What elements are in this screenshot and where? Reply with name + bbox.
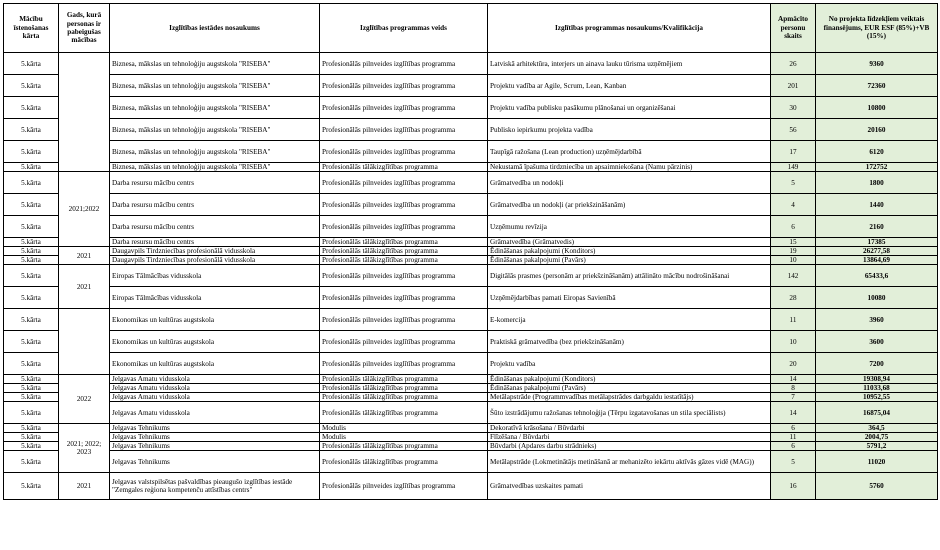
- cell-count: 5: [771, 172, 816, 194]
- cell-program-type: Profesionālās tālākizglītības programma: [320, 393, 488, 402]
- cell-card: 5.kārta: [4, 172, 59, 194]
- cell-funding: 172752: [816, 163, 938, 172]
- cell-count: 11: [771, 433, 816, 442]
- cell-count: 56: [771, 119, 816, 141]
- cell-program-type: Profesionālās pilnveides izglītības programma: [320, 119, 488, 141]
- cell-funding: 10080: [816, 287, 938, 309]
- cell-funding: 17385: [816, 238, 938, 247]
- cell-card: 5.kārta: [4, 424, 59, 433]
- cell-funding: 9360: [816, 53, 938, 75]
- cell-institution: Biznesa, mākslas un tehnoloģiju augstskola "RISEBA": [110, 53, 320, 75]
- cell-card: 5.kārta: [4, 141, 59, 163]
- cell-count: 5: [771, 451, 816, 473]
- cell-year-empty: [59, 309, 110, 375]
- cell-count: 201: [771, 75, 816, 97]
- cell-card: 5.kārta: [4, 119, 59, 141]
- cell-funding: 13864,69: [816, 256, 938, 265]
- cell-funding: 19308,94: [816, 375, 938, 384]
- header-program-name: Izglītības programmas nosaukums/Kvalifikācija: [488, 4, 771, 53]
- cell-program-type: Profesionālās pilnveides izglītības programma: [320, 141, 488, 163]
- header-institution: Izglītības iestādes nosaukums: [110, 4, 320, 53]
- training-table: [3, 3, 938, 500]
- cell-program-type: Profesionālās tālākizglītības programma: [320, 163, 488, 172]
- cell-institution: Darba resursu mācību centrs: [110, 172, 320, 194]
- cell-program-name: Uzņēmumu revīzija: [488, 216, 771, 238]
- cell-institution: Ekonomikas un kultūras augstskola: [110, 309, 320, 331]
- table-row: [4, 75, 938, 97]
- cell-funding: 7200: [816, 353, 938, 375]
- cell-funding: 11033,68: [816, 384, 938, 393]
- cell-program-name: Nekustamā īpašuma tirdzniecība un apsaimniekošana (Namu pārzinis): [488, 163, 771, 172]
- cell-funding: 20160: [816, 119, 938, 141]
- cell-count: 4: [771, 194, 816, 216]
- cell-funding: 10952,55: [816, 393, 938, 402]
- cell-institution: Jelgavas Amatu vidusskola: [110, 384, 320, 393]
- cell-card: 5.kārta: [4, 375, 59, 384]
- cell-institution: Darba resursu mācību centrs: [110, 238, 320, 247]
- cell-program-name: Grāmatvedība un nodokļi: [488, 172, 771, 194]
- cell-funding: 1440: [816, 194, 938, 216]
- cell-institution: Biznesa, mākslas un tehnoloģiju augstskola "RISEBA": [110, 97, 320, 119]
- cell-institution: Jelgavas Tehnikums: [110, 451, 320, 473]
- cell-program-type: Profesionālās pilnveides izglītības programma: [320, 97, 488, 119]
- header-row: [4, 4, 938, 53]
- cell-count: 26: [771, 53, 816, 75]
- cell-funding: 2160: [816, 216, 938, 238]
- cell-institution: Daugavpils Tirdzniecības profesionālā vidusskola: [110, 256, 320, 265]
- cell-program-type: Profesionālās pilnveides izglītības programma: [320, 265, 488, 287]
- cell-program-type: Profesionālās pilnveides izglītības programma: [320, 75, 488, 97]
- cell-institution: Jelgavas Amatu vidusskola: [110, 402, 320, 424]
- cell-card: 5.kārta: [4, 331, 59, 353]
- cell-card: 5.kārta: [4, 194, 59, 216]
- table-row: [4, 331, 938, 353]
- cell-institution: Eiropas Tālmācības vidusskola: [110, 265, 320, 287]
- cell-card: 5.kārta: [4, 353, 59, 375]
- table-row: [4, 256, 938, 265]
- cell-count: 10: [771, 256, 816, 265]
- cell-program-type: Profesionālās tālākizglītības programma: [320, 375, 488, 384]
- cell-program-type: Modulis: [320, 433, 488, 442]
- cell-card: 5.kārta: [4, 238, 59, 247]
- cell-program-name: Grāmatvedība (Grāmatvedis): [488, 238, 771, 247]
- cell-count: 6: [771, 424, 816, 433]
- cell-program-name: Projektu vadība: [488, 353, 771, 375]
- cell-program-type: Profesionālās tālākizglītības programma: [320, 384, 488, 393]
- cell-card: 5.kārta: [4, 75, 59, 97]
- cell-year: 2021: [59, 265, 110, 309]
- cell-year: 2021;2022: [59, 172, 110, 247]
- table-row: [4, 97, 938, 119]
- cell-program-name: Publisko iepirkumu projekta vadība: [488, 119, 771, 141]
- cell-count: 20: [771, 353, 816, 375]
- cell-institution: Jelgavas Amatu vidusskola: [110, 393, 320, 402]
- cell-program-name: Ēdināšanas pakalpojumi (Pavārs): [488, 384, 771, 393]
- table-row: [4, 119, 938, 141]
- table-row: [4, 141, 938, 163]
- table-row: [4, 375, 938, 384]
- cell-program-type: Profesionālās pilnveides izglītības programma: [320, 194, 488, 216]
- cell-card: 5.kārta: [4, 247, 59, 256]
- cell-program-name: Būvdarbi (Apdares darbu strādnieks): [488, 442, 771, 451]
- cell-program-name: E-komercija: [488, 309, 771, 331]
- cell-program-name: Projektu vadība publisku pasākumu plānošanai un organizēšanai: [488, 97, 771, 119]
- cell-institution: Ekonomikas un kultūras augstskola: [110, 353, 320, 375]
- cell-year: 2021; 2022; 2023: [59, 424, 110, 473]
- cell-funding: 10800: [816, 97, 938, 119]
- cell-funding: 26277,58: [816, 247, 938, 256]
- table-row: [4, 216, 938, 238]
- cell-funding: 1800: [816, 172, 938, 194]
- cell-program-type: Profesionālās pilnveides izglītības programma: [320, 331, 488, 353]
- cell-program-type: Profesionālās tālākizglītības programma: [320, 451, 488, 473]
- cell-program-type: Modulis: [320, 424, 488, 433]
- cell-year: 2021: [59, 473, 110, 500]
- table-row: [4, 163, 938, 172]
- cell-card: 5.kārta: [4, 393, 59, 402]
- cell-count: 16: [771, 473, 816, 500]
- header-year: Gads, kurā personas ir pabeigušas mācības: [59, 4, 110, 53]
- cell-institution: Darba resursu mācību centrs: [110, 216, 320, 238]
- cell-count: 7: [771, 393, 816, 402]
- cell-funding: 3600: [816, 331, 938, 353]
- cell-card: 5.kārta: [4, 309, 59, 331]
- cell-count: 30: [771, 97, 816, 119]
- table-row: [4, 287, 938, 309]
- table-row: [4, 433, 938, 442]
- table-row: [4, 238, 938, 247]
- cell-card: 5.kārta: [4, 451, 59, 473]
- header-card: Mācību īstenošanas kārta: [4, 4, 59, 53]
- cell-count: 17: [771, 141, 816, 163]
- cell-count: 8: [771, 384, 816, 393]
- cell-program-name: Latviskā arhitektūra, interjers un ainava lauku tūrisma uzņēmējiem: [488, 53, 771, 75]
- table-row: [4, 194, 938, 216]
- cell-count: 15: [771, 238, 816, 247]
- cell-funding: 65433,6: [816, 265, 938, 287]
- table-row: [4, 384, 938, 393]
- table-row: [4, 53, 938, 75]
- cell-institution: Jelgavas Tehnikums: [110, 442, 320, 451]
- cell-program-name: Ēdināšanas pakalpojumi (Konditors): [488, 247, 771, 256]
- cell-program-type: Profesionālās pilnveides izglītības programma: [320, 287, 488, 309]
- table-row: [4, 393, 938, 402]
- cell-program-name: Flīzēšana / Būvdarbi: [488, 433, 771, 442]
- header-program-type: Izglītības programmas veids: [320, 4, 488, 53]
- cell-institution: Ekonomikas un kultūras augstskola: [110, 331, 320, 353]
- table-row: [4, 442, 938, 451]
- cell-program-type: Profesionālās tālākizglītības programma: [320, 442, 488, 451]
- cell-program-type: Profesionālās pilnveides izglītības programma: [320, 216, 488, 238]
- cell-program-type: Profesionālās pilnveides izglītības programma: [320, 53, 488, 75]
- cell-funding: 16875,04: [816, 402, 938, 424]
- cell-program-name: Uzņēmējdarbības pamati Eiropas Savienībā: [488, 287, 771, 309]
- table-row: [4, 424, 938, 433]
- cell-year: 2022: [59, 375, 110, 424]
- cell-program-name: Metālapstrāde (Programmvadības metālapstrādes darbgaldu iestatītājs): [488, 393, 771, 402]
- cell-institution: Biznesa, mākslas un tehnoloģiju augstskola "RISEBA": [110, 75, 320, 97]
- cell-program-name: Šūto izstrādājumu ražošanas tehnoloģija (Tērpu izgatavošanas un stila speciālists): [488, 402, 771, 424]
- cell-program-type: Profesionālās pilnveides izglītības programma: [320, 172, 488, 194]
- cell-program-name: Projektu vadība ar Agile, Scrum, Lean, Kanban: [488, 75, 771, 97]
- cell-program-name: Taupīgā ražošana (Lean production) uzņēmējdarbībā: [488, 141, 771, 163]
- cell-program-type: Profesionālās tālākizglītības programma: [320, 247, 488, 256]
- cell-program-type: Profesionālās tālākizglītības programma: [320, 238, 488, 247]
- cell-card: 5.kārta: [4, 256, 59, 265]
- cell-funding: 6120: [816, 141, 938, 163]
- cell-institution: Darba resursu mācību centrs: [110, 194, 320, 216]
- cell-institution: Biznesa, mākslas un tehnoloģiju augstskola "RISEBA": [110, 141, 320, 163]
- cell-program-name: Metālapstrāde (Lokmetinātājs metināšanā ar mehanizēto iekārtu aktīvās gāzes vidē (MAG)): [488, 451, 771, 473]
- cell-year-empty: [59, 53, 110, 172]
- cell-institution: Biznesa, mākslas un tehnoloģiju augstskola "RISEBA": [110, 163, 320, 172]
- table-row: [4, 473, 938, 500]
- document-page: [3, 3, 938, 500]
- cell-count: 6: [771, 442, 816, 451]
- table-row: [4, 402, 938, 424]
- table-row: [4, 353, 938, 375]
- cell-program-type: Profesionālās tālākizglītības programma: [320, 256, 488, 265]
- table-row: [4, 265, 938, 287]
- cell-card: 5.kārta: [4, 97, 59, 119]
- cell-card: 5.kārta: [4, 402, 59, 424]
- cell-card: 5.kārta: [4, 163, 59, 172]
- cell-card: 5.kārta: [4, 265, 59, 287]
- cell-card: 5.kārta: [4, 442, 59, 451]
- cell-program-type: Profesionālās pilnveides izglītības programma: [320, 473, 488, 500]
- cell-institution: Jelgavas Tehnikums: [110, 433, 320, 442]
- cell-program-type: Profesionālās pilnveides izglītības programma: [320, 353, 488, 375]
- cell-program-name: Digitālās prasmes (personām ar priekšzināšanām) attālināto mācību nodrošināšanai: [488, 265, 771, 287]
- cell-count: 14: [771, 375, 816, 384]
- cell-institution: Jelgavas Tehnikums: [110, 424, 320, 433]
- cell-institution: Daugavpils Tirdzniecības profesionālā vidusskola: [110, 247, 320, 256]
- table-row: [4, 309, 938, 331]
- cell-count: 19: [771, 247, 816, 256]
- cell-count: 142: [771, 265, 816, 287]
- cell-count: 11: [771, 309, 816, 331]
- cell-count: 28: [771, 287, 816, 309]
- cell-program-name: Grāmatvedība un nodokļi (ar priekšzināšanām): [488, 194, 771, 216]
- cell-program-type: Profesionālās pilnveides izglītības programma: [320, 309, 488, 331]
- cell-card: 5.kārta: [4, 433, 59, 442]
- cell-count: 6: [771, 216, 816, 238]
- cell-program-name: Dekoratīvā krāsošana / Būvdarbi: [488, 424, 771, 433]
- cell-program-name: Ēdināšanas pakalpojumi (Konditors): [488, 375, 771, 384]
- cell-funding: 11020: [816, 451, 938, 473]
- cell-card: 5.kārta: [4, 384, 59, 393]
- cell-count: 10: [771, 331, 816, 353]
- cell-funding: 3960: [816, 309, 938, 331]
- cell-institution: Jelgavas valstspilsētas pašvaldības pieaugušo izglītības iestāde "Zemgales reģiona kompetenču attīstības centrs": [110, 473, 320, 500]
- cell-institution: Biznesa, mākslas un tehnoloģiju augstskola "RISEBA": [110, 119, 320, 141]
- cell-funding: 5791,2: [816, 442, 938, 451]
- table-row: [4, 451, 938, 473]
- cell-institution: Eiropas Tālmācības vidusskola: [110, 287, 320, 309]
- cell-card: 5.kārta: [4, 216, 59, 238]
- table-row: [4, 172, 938, 194]
- cell-card: 5.kārta: [4, 473, 59, 500]
- header-funding: No projekta līdzekļiem veiktais finansējums, EUR ESF (85%)+VB (15%): [816, 4, 938, 53]
- cell-count: 14: [771, 402, 816, 424]
- cell-funding: 5760: [816, 473, 938, 500]
- cell-year: 2021: [59, 247, 110, 265]
- cell-card: 5.kārta: [4, 53, 59, 75]
- cell-funding: 364,5: [816, 424, 938, 433]
- cell-program-name: Praktiskā grāmatvedība (bez priekšzināšanām): [488, 331, 771, 353]
- cell-funding: 72360: [816, 75, 938, 97]
- cell-program-name: Ēdināšanas pakalpojumi (Pavārs): [488, 256, 771, 265]
- cell-program-name: Grāmatvedības uzskaites pamati: [488, 473, 771, 500]
- cell-card: 5.kārta: [4, 287, 59, 309]
- cell-count: 149: [771, 163, 816, 172]
- table-row: [4, 247, 938, 256]
- cell-funding: 2004,75: [816, 433, 938, 442]
- cell-program-type: Profesionālās tālākizglītības programma: [320, 402, 488, 424]
- cell-institution: Jelgavas Amatu vidusskola: [110, 375, 320, 384]
- header-count: Apmācīto personu skaits: [771, 4, 816, 53]
